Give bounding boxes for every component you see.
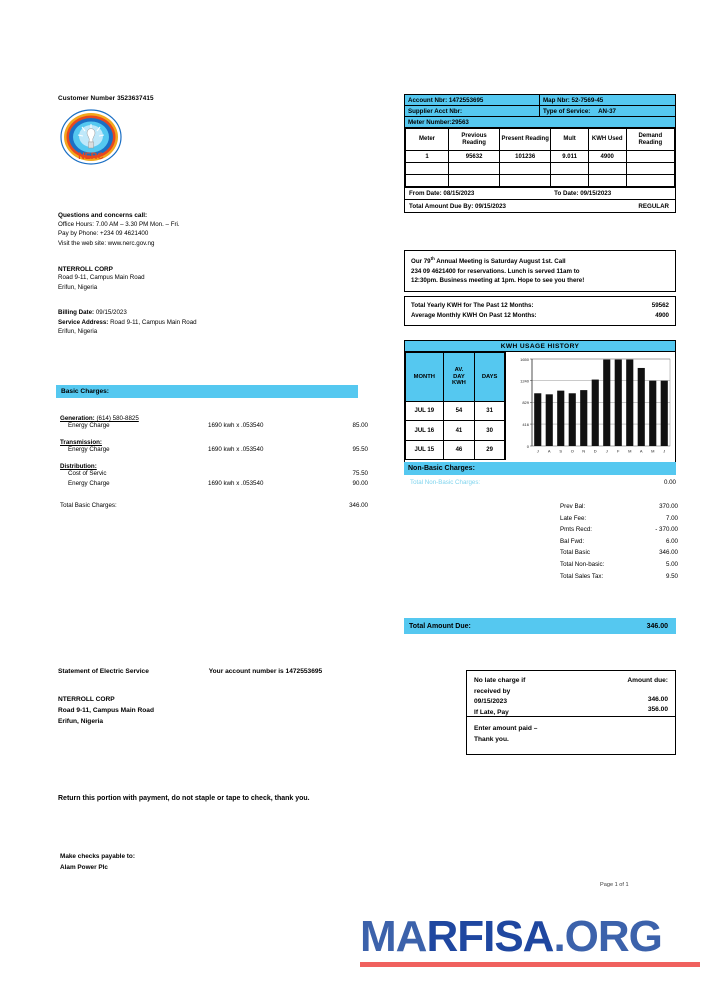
summary-row — [560, 549, 678, 561]
page-number: Page 1 of 1 — [600, 882, 629, 888]
balance-summary — [560, 503, 678, 584]
svg-text:NERC: NERC — [78, 151, 104, 161]
contact-line-hours: Office Hours: 7.00 AM – 3.30 PM Mon. – Fri. — [58, 221, 180, 228]
summary-value: 346.00 — [659, 549, 678, 557]
svg-text:F: F — [617, 448, 620, 454]
statement-title: Statement of Electric Service — [58, 668, 149, 675]
to-date-label: To Date: — [554, 190, 579, 197]
charge-group-title: Generation: — [60, 415, 95, 422]
return-portion-note: Return this portion with payment, do not staple or tape to check, thank you. — [58, 795, 310, 802]
to-date-value: 09/15/2023 — [580, 190, 612, 197]
account-summary-table — [404, 94, 676, 213]
summary-label: Total Non-basic: — [560, 560, 605, 568]
cell-present: 101236 — [500, 151, 551, 163]
svg-text:J: J — [605, 448, 608, 454]
charge-group-generation — [60, 415, 370, 422]
stub-late-amount-value: 356.00 — [647, 706, 668, 714]
svg-text:1650: 1650 — [520, 356, 529, 362]
col-demand-reading: Demand Reading — [626, 129, 674, 151]
cell-days: 31 — [475, 402, 505, 421]
kwh-summary-row — [411, 311, 669, 321]
non-basic-charges-heading: Non-Basic Charges: — [404, 462, 676, 475]
customer-name: NTERROLL CORP — [58, 266, 113, 273]
summary-label: Bal Fwd: — [560, 537, 585, 545]
charge-group-distribution — [60, 463, 370, 470]
table-row — [406, 440, 505, 459]
svg-text:829: 829 — [522, 400, 529, 406]
due-by-value: 09/15/2023 — [475, 202, 506, 210]
summary-label: Total Basic — [560, 549, 590, 557]
basic-charges-heading: Basic Charges: — [56, 385, 358, 398]
charge-row-label: Energy Charge — [68, 422, 110, 429]
cell-meter: 1 — [406, 151, 449, 163]
cell-av-day-kwh: 41 — [443, 421, 475, 440]
summary-value: 9.50 — [665, 572, 678, 580]
total-amount-due-bar — [404, 618, 676, 634]
notice-line: Our 79th Annual Meeting is Saturday August 1st. Call — [411, 256, 566, 266]
col-meter: Meter — [406, 129, 449, 151]
service-period-row — [405, 187, 675, 199]
due-by-cell — [405, 200, 634, 212]
nerc-logo-svg — [60, 108, 122, 170]
summary-row — [560, 503, 678, 515]
svg-text:M: M — [628, 448, 632, 454]
statement-city-line: Erifun, Nigeria — [58, 717, 104, 725]
col-av-day-kwh: AV. DAY KWH — [443, 353, 475, 402]
notice-line: 234 09 4621400 for reservations. Lunch is served 11am to — [411, 267, 580, 275]
summary-value: 6.00 — [665, 537, 678, 545]
non-basic-total-row — [410, 479, 676, 486]
stub-enter-amount-line: Enter amount paid – — [474, 725, 538, 732]
charge-group-title: Distribution: — [60, 463, 97, 470]
charge-row-qty: 1690 kwh x .053540 — [208, 480, 264, 487]
charge-group-title: Transmission: — [60, 439, 102, 446]
summary-label: Total Sales Tax: — [560, 572, 604, 580]
billing-info-block — [58, 308, 358, 337]
svg-text:A: A — [547, 448, 551, 454]
col-month: MONTH — [406, 353, 444, 402]
watermark-dot: . — [553, 912, 565, 961]
from-date-cell — [405, 188, 550, 199]
account-nbr-label: Account Nbr: — [408, 96, 448, 104]
statement-header — [58, 668, 458, 675]
kwh-summary-label: Average Monthly KWH On Past 12 Months: — [411, 311, 537, 319]
usage-header-row — [406, 353, 505, 402]
billing-date-value: 09/15/2023 — [95, 309, 127, 316]
service-type-value: AN-37 — [598, 107, 616, 115]
payment-stub — [466, 670, 676, 755]
annual-meeting-notice — [404, 250, 676, 292]
due-by-label: Total Amount Due By: — [409, 202, 474, 210]
cell-av-day-kwh: 46 — [443, 440, 475, 459]
usage-bar-chart-svg — [508, 355, 673, 458]
charge-row — [60, 470, 370, 480]
map-nbr-cell — [540, 95, 675, 105]
charge-row-amount: 75.50 — [352, 470, 368, 477]
meter-readings-table — [405, 128, 675, 187]
charge-row-amount: 90.00 — [352, 480, 368, 487]
billing-date-label: Billing Date: — [58, 309, 95, 316]
contact-block — [58, 212, 288, 248]
non-basic-total-amount: 0.00 — [663, 479, 676, 486]
kwh-summary-value: 59562 — [651, 302, 669, 309]
watermark-part-dark: RFISA — [426, 912, 554, 961]
charge-row-qty: 1690 kwh x .053540 — [208, 422, 264, 429]
rate-class-value: REGULAR — [638, 202, 669, 210]
stub-if-late-label: If Late, Pay — [474, 709, 509, 717]
svg-text:1240: 1240 — [520, 378, 529, 384]
nerc-logo — [60, 108, 122, 170]
stub-amount-due-label: Amount due: — [627, 677, 668, 684]
watermark-text — [360, 912, 700, 961]
map-nbr-label: Map Nbr: — [543, 96, 570, 104]
service-type-cell — [540, 106, 675, 116]
summary-label: Prev Bal: — [560, 503, 586, 510]
cell-demand — [626, 151, 674, 163]
col-mult: Mult — [551, 129, 589, 151]
usage-history-title: KWH USAGE HISTORY — [405, 341, 675, 352]
usage-history-body — [405, 352, 675, 460]
charge-row-amount: 95.50 — [352, 446, 368, 453]
cell-mult: 9.011 — [551, 151, 589, 163]
kwh-summary-box — [404, 296, 676, 326]
statement-address — [58, 695, 154, 728]
svg-text:M: M — [651, 448, 655, 454]
summary-row — [560, 526, 678, 538]
col-days: DAYS — [475, 353, 505, 402]
watermark-underline — [360, 962, 700, 967]
from-date-value: 08/15/2023 — [443, 190, 475, 197]
stub-spacer — [627, 687, 668, 695]
kwh-summary-value: 4900 — [655, 311, 669, 319]
table-row — [406, 151, 675, 163]
statement-address-line: Road 9-11, Campus Main Road — [58, 706, 154, 714]
kwh-summary-label: Total Yearly KWH for The Past 12 Months: — [411, 302, 534, 309]
stub-line-2: received by — [474, 687, 511, 695]
cell-month: JUL 15 — [406, 440, 444, 459]
cell-av-day-kwh: 54 — [443, 402, 475, 421]
customer-address-line: Road 9-11, Campus Main Road — [58, 274, 145, 281]
charge-row — [60, 480, 370, 490]
payment-stub-top — [467, 671, 675, 717]
service-city-value: Erifun, Nigeria — [58, 328, 98, 336]
summary-value: - 370.00 — [655, 526, 678, 534]
cell-days: 30 — [475, 421, 505, 440]
cell-previous: 95632 — [449, 151, 500, 163]
service-address-label: Service Address: — [58, 318, 109, 326]
usage-history-box — [404, 340, 676, 465]
total-basic-charges-row — [60, 502, 370, 512]
summary-row — [560, 573, 678, 585]
customer-number: Customer Number 3523637415 — [58, 95, 154, 102]
table-row — [406, 421, 505, 440]
summary-value: 370.00 — [659, 503, 678, 510]
cell-kwh: 4900 — [588, 151, 626, 163]
account-map-row — [405, 95, 675, 106]
svg-text:0: 0 — [526, 443, 529, 449]
svg-text:A: A — [639, 448, 643, 454]
summary-label: Late Fee: — [560, 514, 587, 522]
make-checks-block — [60, 852, 135, 874]
charge-row-label: Cost of Servic — [68, 470, 107, 477]
total-basic-charges-amount: 346.00 — [349, 502, 368, 509]
summary-row — [560, 561, 678, 573]
cell-month: JUL 19 — [406, 402, 444, 421]
watermark — [360, 912, 700, 967]
svg-text:416: 416 — [522, 421, 529, 427]
service-type-label: Type of Service: — [543, 107, 591, 115]
stub-thank-you-line: Thank you. — [474, 735, 509, 743]
account-nbr-value: 1472553695 — [448, 96, 484, 104]
service-address-value: Road 9-11, Campus Main Road — [110, 318, 197, 326]
total-basic-charges-label: Total Basic Charges: — [60, 502, 117, 509]
col-kwh-used: KWH Used — [588, 129, 626, 151]
svg-text:S: S — [559, 448, 563, 454]
contact-line-phone: Pay by Phone: +234 09 4621400 — [58, 230, 149, 238]
table-row-empty — [406, 175, 675, 187]
from-date-label: From Date: — [409, 190, 442, 197]
charge-row-amount: 85.00 — [352, 422, 368, 429]
account-nbr-cell — [405, 95, 540, 105]
stub-due-date: 09/15/2023 — [474, 698, 508, 706]
make-checks-label: Make checks payable to: — [60, 853, 135, 860]
make-checks-payee: Alam Power Plc — [60, 863, 108, 871]
charge-row — [60, 446, 370, 456]
summary-value: 5.00 — [665, 560, 678, 568]
cell-days: 29 — [475, 440, 505, 459]
svg-text:D: D — [593, 448, 597, 454]
meter-number-row: Meter Number:29563 — [405, 117, 675, 128]
charge-row — [60, 422, 370, 432]
usage-bar-chart — [506, 352, 675, 460]
supplier-acct-cell — [405, 106, 540, 116]
stub-line-1: No late charge if — [474, 677, 526, 684]
charge-group-transmission — [60, 439, 370, 446]
summary-row — [560, 538, 678, 550]
usage-history-table — [405, 352, 506, 460]
to-date-cell — [550, 188, 675, 199]
total-amount-due-value: 346.00 — [646, 622, 668, 630]
col-previous-reading: Previous Reading — [449, 129, 500, 151]
payment-stub-right — [627, 676, 668, 716]
statement-name: NTERROLL CORP — [58, 696, 115, 703]
charge-row-qty: 1690 kwh x .053540 — [208, 446, 264, 453]
notice-line: 12:30pm. Business meeting at 1pm. Hope to see you there! — [411, 277, 585, 285]
contact-line-web: Visit the web site: www.nerc.gov.ng — [58, 239, 155, 247]
svg-text:O: O — [570, 448, 574, 454]
stub-amount-due-value: 346.00 — [647, 695, 668, 703]
summary-row — [560, 515, 678, 527]
customer-city-line: Erifun, Nigeria — [58, 283, 98, 291]
basic-charges-list — [60, 408, 370, 512]
summary-label: Pmts Recd: — [560, 526, 592, 534]
customer-address-block — [58, 266, 288, 292]
meter-header-row — [406, 129, 675, 151]
svg-text:J: J — [663, 448, 666, 454]
summary-value: 7.00 — [665, 514, 678, 522]
total-amount-due-label: Total Amount Due: — [409, 622, 471, 630]
table-row-empty — [406, 163, 675, 175]
supplier-service-row — [405, 106, 675, 117]
map-nbr-value: 52-7569-45 — [571, 96, 604, 104]
charge-row-label: Energy Charge — [68, 446, 110, 453]
statement-account-text: Your account number is 1472553695 — [208, 668, 323, 675]
non-basic-total-label: Total Non-Basic Charges: — [410, 479, 481, 486]
svg-text:N: N — [582, 448, 586, 454]
watermark-part-end: ORG — [564, 912, 662, 961]
supplier-acct-label: Supplier Acct Nbr: — [408, 107, 463, 115]
payment-stub-bottom — [467, 717, 675, 754]
contact-heading: Questions and concerns call: — [58, 212, 148, 219]
cell-month: JUL 16 — [406, 421, 444, 440]
watermark-part-light: MA — [360, 912, 427, 961]
charge-group-phone: (614) 580-8825 — [96, 415, 139, 422]
col-present-reading: Present Reading — [500, 129, 551, 151]
charge-row-label: Energy Charge — [68, 480, 110, 487]
due-by-row — [405, 199, 675, 212]
kwh-summary-row — [411, 301, 669, 311]
table-row — [406, 402, 505, 421]
svg-text:J: J — [536, 448, 539, 454]
